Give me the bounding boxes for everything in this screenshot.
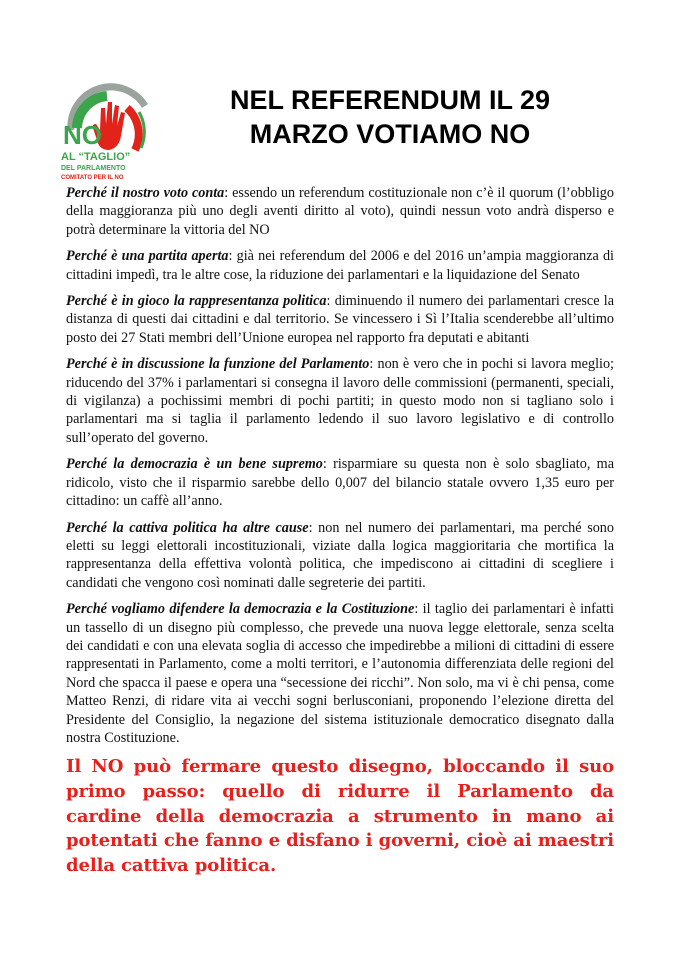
committee-logo [57, 78, 157, 183]
no-hand-emblem-icon [57, 78, 157, 183]
paragraph-lead: Perché la democrazia è un bene supremo [66, 456, 323, 473]
paragraph-text: : risparmiare su questa non è solo sbagliato, ma ridicolo, visto che il risparmio sarebbe dello 0,007 del bilancio statale ovvero 1,35 euro per cittadino: un caffè all’anno. [66, 456, 614, 510]
conclusion-statement: Il NO può fermare questo disegno, bloccando il suo primo passo: quello di ridurre il Parlamento da cardine della democrazia a strumento in mano ai potentati che fanno e disfano i governi, cioè ai maestri della cattiva politica. [66, 756, 614, 876]
logo-line2: DEL PARLAMENTO [61, 165, 126, 172]
paragraph [66, 355, 614, 447]
paragraph-lead: Perché è una partita aperta [66, 248, 229, 265]
paragraph-text: : già nei referendum del 2006 e del 2016 un’ampia maggioranza di cittadini impedì, tra le altre cose, la riduzione dei parlamentari e la liquidazione del Senato [66, 248, 614, 283]
page-title [190, 83, 590, 151]
paragraph [66, 455, 614, 510]
paragraph [66, 247, 614, 284]
paragraph [66, 292, 614, 347]
paragraph [66, 184, 614, 239]
title-line-1: NEL REFERENDUM IL 29 [229, 85, 551, 115]
paragraph-text: : diminuendo il numero dei parlamentari cresce la distanza di questi dai cittadini e dal territorio. Se vincessero i Sì l’Italia scenderebbe all’ultimo posto dei 27 Stati membri dell’Unione europea nel rapporto fra deputati e abitanti [66, 293, 614, 346]
logo-no-word: NO [63, 120, 102, 150]
paragraph [66, 600, 614, 747]
paragraph-lead: Perché vogliamo difendere la democrazia e la Costituzione [66, 601, 415, 618]
paragraph-lead: Perché il nostro voto conta [66, 185, 225, 201]
logo-line3: COMITATO PER IL NO [61, 175, 124, 181]
paragraph-text: : il taglio dei parlamentari è infatti un tassello di un disegno più complesso, che prevede una nuova legge elettorale, senza scelta dei candidati e con una elevata soglia di accesso che impedirebbe a milioni di cittadini di essere rappresentati in Parlamento, come a molti territori, e l’autonomia differenziata delle regioni del Nord che spacca il paese e opera una “secessione dei ricchi”. Non solo, ma vi è chi pensa, come Matteo Renzi, di ridare vita ai vecchi sogni berlusconiani, proponendo l’elezione diretta del Presidente del Consiglio, la negazione del sistema istituzionale democratico disegnato dalla nostra Costituzione. [66, 601, 614, 746]
paragraph [66, 519, 614, 593]
paragraph-text: : non è vero che in pochi si lavora meglio; riducendo del 37% i parlamentari si consegna il lavoro delle commissioni (permanenti, speciali, di vigilanza) a pochissimi membri di pochi partiti; in questo modo non si tagliano solo i parlamentari ma si taglia il parlamento ledendo il suo lavoro legislativo e di controllo sull’operato del governo. [66, 356, 614, 446]
title-line-2: MARZO VOTIAMO NO [249, 119, 531, 149]
paragraph-lead: Perché è in discussione la funzione del Parlamento [66, 356, 370, 373]
paragraph-text: : essendo un referendum costituzionale non c’è il quorum (l’obbligo della maggioranza più uno degli aventi diritto al voto), quindi nessun voto andrà disperso e potrà determinare la vittoria del NO [66, 185, 614, 238]
paragraph-lead: Perché è in gioco la rappresentanza politica [66, 293, 327, 310]
logo-line1: AL “TAGLIO” [61, 151, 131, 163]
paragraph-lead: Perché la cattiva politica ha altre cause [66, 519, 309, 536]
paragraph-text: : non nel numero dei parlamentari, ma perché sono eletti su leggi elettorali incostituzionali, viziate dalla logica maggioritaria che mortifica la rappresentanza della effettiva volontà politica, che impediscono ai cittadini di scegliere i candidati che vengono così nominati dalle segreterie dei partiti. [66, 519, 614, 591]
document-body [66, 184, 614, 878]
